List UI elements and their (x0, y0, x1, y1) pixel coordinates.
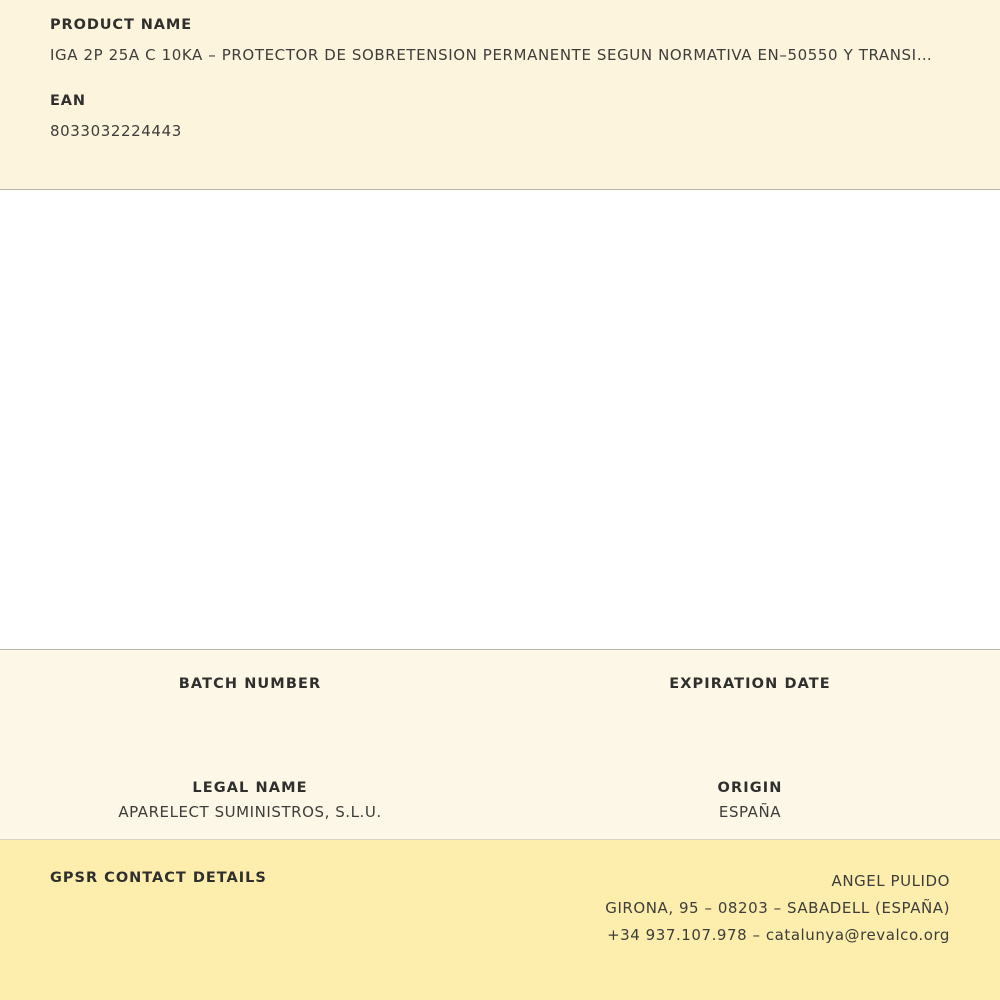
expiration-date-value (500, 700, 1000, 718)
batch-number-column (0, 676, 500, 717)
contact-name: ANGEL PULIDO (831, 872, 950, 890)
origin-column (500, 780, 1000, 821)
origin-value: ESPAÑA (718, 803, 782, 821)
product-name-value: IGA 2P 25A C 10KA – PROTECTOR DE SOBRETENSION PERMANENTE SEGUN NORMATIVA EN–50550 Y TRANSI… (50, 45, 933, 64)
ean-value: 8033032224443 (50, 121, 182, 140)
legal-name-value: APARELECT SUMINISTROS, S.L.U. (118, 803, 382, 821)
batch-number-label: BATCH NUMBER (178, 676, 322, 693)
ean-label: EAN (50, 92, 86, 109)
gpsr-contact-section (0, 840, 1000, 1000)
legal-name-label: LEGAL NAME (192, 779, 308, 796)
product-image-area (0, 190, 1000, 650)
product-summary-section (0, 0, 1000, 190)
expiration-date-label: EXPIRATION DATE (669, 676, 831, 693)
batch-number-value (0, 700, 500, 718)
origin-label: ORIGIN (717, 779, 783, 796)
contact-phone-email: +34 937.107.978 – catalunya@revalco.org (607, 926, 950, 944)
field-spacer (50, 64, 950, 94)
legal-origin-row (0, 780, 1000, 821)
legal-name-column (0, 780, 500, 821)
contact-address: GIRONA, 95 – 08203 – SABADELL (ESPAÑA) (605, 899, 950, 917)
gpsr-contact-details (605, 868, 950, 949)
product-name-label: PRODUCT NAME (50, 17, 193, 33)
product-details-section (0, 650, 1000, 840)
expiration-date-column (500, 676, 1000, 717)
batch-expiration-row (0, 676, 1000, 717)
gpsr-contact-label: GPSR CONTACT DETAILS (50, 870, 267, 886)
